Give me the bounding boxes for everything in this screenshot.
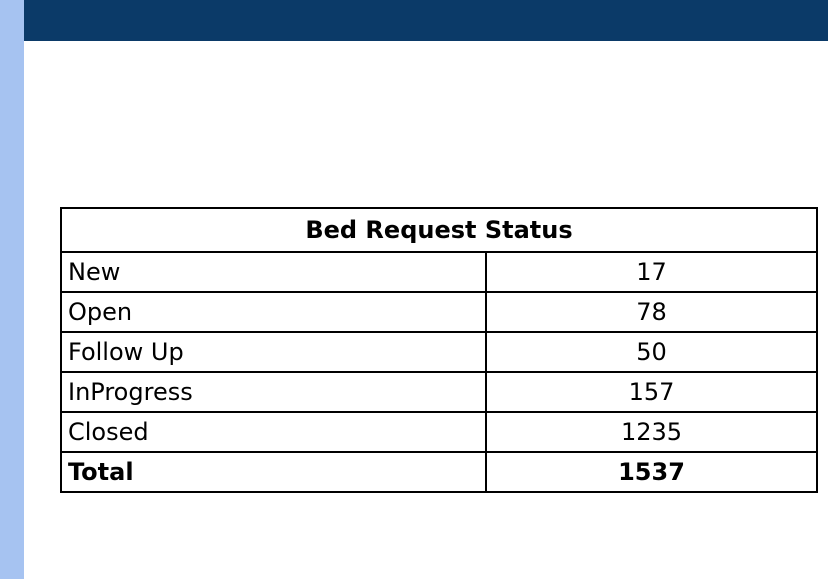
row-value-new: 17 [486, 252, 817, 292]
row-label-open: Open [61, 292, 486, 332]
left-sidebar-strip [0, 0, 24, 579]
row-label-follow-up: Follow Up [61, 332, 486, 372]
table-row [61, 412, 817, 452]
total-value: 1537 [486, 452, 817, 492]
table-title: Bed Request Status [61, 208, 817, 252]
row-label-inprogress: InProgress [61, 372, 486, 412]
table-row [61, 252, 817, 292]
bed-request-status-table [60, 207, 818, 493]
table-row [61, 292, 817, 332]
table-total-row [61, 452, 817, 492]
total-label: Total [61, 452, 486, 492]
row-value-follow-up: 50 [486, 332, 817, 372]
header-bar [24, 0, 828, 41]
row-label-closed: Closed [61, 412, 486, 452]
row-value-inprogress: 157 [486, 372, 817, 412]
table-row [61, 332, 817, 372]
table-row [61, 372, 817, 412]
row-label-new: New [61, 252, 486, 292]
table-header-row [61, 208, 817, 252]
row-value-open: 78 [486, 292, 817, 332]
row-value-closed: 1235 [486, 412, 817, 452]
